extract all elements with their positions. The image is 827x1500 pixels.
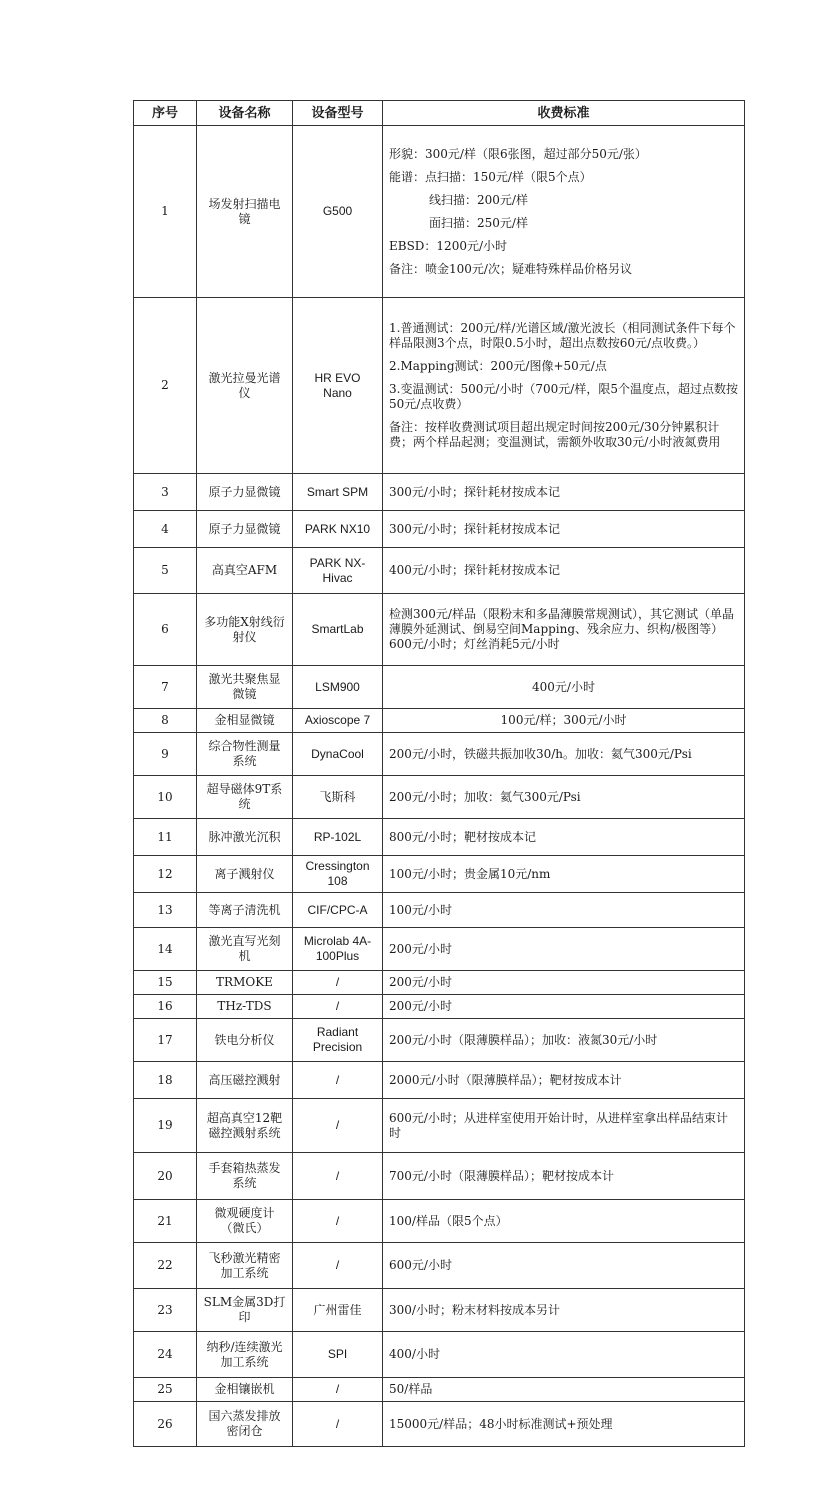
fee-standard (383, 1402, 745, 1447)
row-number: 6 (134, 594, 197, 666)
device-name: 纳秒/连续激光加工系统 (197, 1332, 293, 1378)
row-number: 2 (134, 298, 197, 474)
row-number: 7 (134, 666, 197, 709)
table-row (134, 1378, 745, 1402)
table-row (134, 856, 745, 893)
table-row (134, 709, 745, 733)
table-row (134, 1099, 745, 1153)
row-number: 25 (134, 1378, 197, 1402)
device-name: 高真空AFM (197, 548, 293, 594)
fee-standard (383, 733, 745, 776)
device-name: 激光拉曼光谱仪 (197, 298, 293, 474)
table-row (134, 1019, 745, 1062)
device-name: 等离子清洗机 (197, 893, 293, 928)
row-number: 20 (134, 1153, 197, 1200)
fee-line: 700元/小时（限薄膜样品）；靶材按成本计 (389, 1168, 614, 1183)
device-model: PARK NX10 (293, 511, 383, 548)
fee-line: 备注：按样收费测试项目超出规定时间按200元/30分钟累积计费；两个样品起测；变温测试，需额外收取30元/小时液氮费用 (389, 420, 721, 449)
fee-line: 400/小时 (389, 1347, 440, 1361)
device-model: RP-102L (293, 819, 383, 856)
fee-line: 15000元/样品；48小时标准测试+预处理 (389, 1416, 613, 1431)
row-number: 19 (134, 1099, 197, 1153)
row-number: 26 (134, 1402, 197, 1447)
device-model: PARK NX-Hivac (293, 548, 383, 594)
device-model: LSM900 (293, 666, 383, 709)
table-row (134, 928, 745, 971)
fee-line: 200元/小时 (389, 999, 452, 1013)
row-number: 3 (134, 474, 197, 511)
row-number: 17 (134, 1019, 197, 1062)
fee-standard (383, 1378, 745, 1402)
fee-line: 1.普通测试：200元/样/光谱区域/激光波长（相同测试条件下每个样品限测3个点，时限0.5小时，超出点数按60元/点收费。） (389, 321, 736, 350)
fee-schedule-table (133, 100, 745, 1447)
table-row (134, 474, 745, 511)
table-row (134, 1200, 745, 1243)
fee-line: 300/小时；粉末材料按成本另计 (389, 1302, 560, 1317)
table-row (134, 126, 745, 298)
header-device-name: 设备名称 (197, 101, 293, 126)
fee-line: 600元/小时；从进样室使用开始计时，从进样室拿出样品结束计时 (389, 1110, 728, 1140)
device-model: 飞斯科 (293, 776, 383, 819)
device-name: 原子力显微镜 (197, 474, 293, 511)
row-number: 18 (134, 1062, 197, 1099)
row-number: 14 (134, 928, 197, 971)
row-number: 4 (134, 511, 197, 548)
row-number: 22 (134, 1243, 197, 1289)
table-row (134, 1289, 745, 1332)
fee-standard (383, 126, 745, 298)
fee-standard (383, 1243, 745, 1289)
device-model: / (293, 1153, 383, 1200)
device-name: 飞秒激光精密加工系统 (197, 1243, 293, 1289)
fee-standard (383, 819, 745, 856)
row-number: 5 (134, 548, 197, 594)
fee-standard (383, 1332, 745, 1378)
fee-line: 100元/小时；贵金属10元/nm (389, 866, 551, 881)
device-name: 原子力显微镜 (197, 511, 293, 548)
device-model: / (293, 1062, 383, 1099)
fee-standard (383, 1019, 745, 1062)
device-name: 国六蒸发排放密闭仓 (197, 1402, 293, 1447)
device-model: Axioscope 7 (293, 709, 383, 733)
fee-line: 3.变温测试：500元/小时（700元/样，限5个温度点，超过点数按50元/点收费） (389, 382, 738, 411)
row-number: 15 (134, 971, 197, 995)
fee-standard (383, 856, 745, 893)
device-model: Microlab 4A-100Plus (293, 928, 383, 971)
device-model: DynaCool (293, 733, 383, 776)
fee-standard (383, 474, 745, 511)
fee-line: 200元/小时，铁磁共振加收30/h。加收：氦气300元/Psi (389, 746, 692, 761)
header-row (134, 101, 745, 126)
fee-line: 50/样品 (389, 1382, 433, 1396)
row-number: 8 (134, 709, 197, 733)
device-model: HR EVO Nano (293, 298, 383, 474)
row-number: 11 (134, 819, 197, 856)
device-name: 多功能X射线衍射仪 (197, 594, 293, 666)
fee-line: 300元/小时；探针耗材按成本记 (389, 484, 560, 499)
table-row (134, 776, 745, 819)
device-name: 场发射扫描电镜 (197, 126, 293, 298)
fee-standard (383, 1062, 745, 1099)
device-model: Smart SPM (293, 474, 383, 511)
device-model: / (293, 1378, 383, 1402)
fee-standard (383, 995, 745, 1019)
header-fee-standard: 收费标准 (383, 101, 745, 126)
device-model: CIF/CPC-A (293, 893, 383, 928)
fee-line: 200元/小时 (389, 941, 452, 956)
fee-line: 检测300元/样品（限粉末和多晶薄膜常规测试），其它测试（单晶薄膜外延测试、倒易空间Mapping、残余应力、织构/极图等）600元/小时；灯丝消耗5元/小时 (389, 607, 734, 651)
fee-standard (383, 1289, 745, 1332)
fee-line: 2000元/小时（限薄膜样品）；靶材按成本计 (389, 1072, 622, 1087)
table-row (134, 548, 745, 594)
table-row (134, 594, 745, 666)
table-row (134, 733, 745, 776)
fee-line: 400元/小时 (532, 679, 595, 694)
fee-line: 200元/小时 (389, 975, 452, 989)
table-row (134, 1062, 745, 1099)
device-name: 超高真空12靶磁控溅射系统 (197, 1099, 293, 1153)
fee-line: 线扫描：200元/样 (429, 192, 528, 207)
device-name: 激光共聚焦显微镜 (197, 666, 293, 709)
device-name: 脉冲激光沉积 (197, 819, 293, 856)
device-model: / (293, 1099, 383, 1153)
fee-standard (383, 666, 745, 709)
fee-line: 备注：喷金100元/次；疑难特殊样品价格另议 (389, 261, 632, 276)
fee-standard (383, 548, 745, 594)
row-number: 12 (134, 856, 197, 893)
fee-line: EBSD：1200元/小时 (389, 238, 508, 253)
fee-standard (383, 298, 745, 474)
fee-line: 能谱：点扫描：150元/样（限5个点） (389, 169, 592, 184)
fee-standard (383, 1200, 745, 1243)
fee-standard (383, 1153, 745, 1200)
device-model: SPI (293, 1332, 383, 1378)
fee-line: 600元/小时 (389, 1258, 452, 1272)
row-number: 21 (134, 1200, 197, 1243)
device-model: / (293, 995, 383, 1019)
table-row (134, 819, 745, 856)
device-name: 手套箱热蒸发系统 (197, 1153, 293, 1200)
table-row (134, 1332, 745, 1378)
device-name: TRMOKE (197, 971, 293, 995)
table-row (134, 1153, 745, 1200)
fee-line: 200元/小时；加收：氦气300元/Psi (389, 789, 581, 804)
device-name: THz-TDS (197, 995, 293, 1019)
device-name: 综合物性测量系统 (197, 733, 293, 776)
device-name: 离子溅射仪 (197, 856, 293, 893)
fee-standard (383, 893, 745, 928)
device-model: 广州雷佳 (293, 1289, 383, 1332)
row-number: 16 (134, 995, 197, 1019)
fee-standard (383, 971, 745, 995)
fee-line: 300元/小时；探针耗材按成本记 (389, 521, 560, 536)
fee-line: 面扫描：250元/样 (429, 215, 528, 230)
table-row (134, 1243, 745, 1289)
device-model: / (293, 1402, 383, 1447)
device-name: 金相镶嵌机 (197, 1378, 293, 1402)
row-number: 9 (134, 733, 197, 776)
device-model: G500 (293, 126, 383, 298)
table-row (134, 995, 745, 1019)
fee-line: 400元/小时；探针耗材按成本记 (389, 563, 560, 577)
device-model: Radiant Precision (293, 1019, 383, 1062)
fee-line: 100/样品（限5个点） (389, 1213, 508, 1228)
header-no: 序号 (134, 101, 197, 126)
row-number: 24 (134, 1332, 197, 1378)
device-model: SmartLab (293, 594, 383, 666)
device-model: / (293, 1243, 383, 1289)
table-row (134, 971, 745, 995)
device-name: 超导磁体9T系统 (197, 776, 293, 819)
device-model: / (293, 1200, 383, 1243)
fee-line: 100元/样；300元/小时 (500, 713, 627, 727)
table-row (134, 298, 745, 474)
fee-standard (383, 511, 745, 548)
device-name: 金相显微镜 (197, 709, 293, 733)
row-number: 1 (134, 126, 197, 298)
device-name: SLM金属3D打印 (197, 1289, 293, 1332)
device-name: 激光直写光刻机 (197, 928, 293, 971)
row-number: 23 (134, 1289, 197, 1332)
table-row (134, 893, 745, 928)
fee-line: 形貌：300元/样（限6张图，超过部分50元/张） (389, 146, 647, 161)
device-model: Cressington 108 (293, 856, 383, 893)
fee-standard (383, 1099, 745, 1153)
fee-line: 200元/小时（限薄膜样品）；加收：液氮30元/小时 (389, 1032, 658, 1047)
fee-standard (383, 594, 745, 666)
device-name: 铁电分析仪 (197, 1019, 293, 1062)
row-number: 13 (134, 893, 197, 928)
header-device-model: 设备型号 (293, 101, 383, 126)
row-number: 10 (134, 776, 197, 819)
table-row (134, 666, 745, 709)
fee-standard (383, 709, 745, 733)
fee-standard (383, 928, 745, 971)
fee-line: 2.Mapping测试：200元/图像+50元/点 (389, 359, 607, 373)
device-model: / (293, 971, 383, 995)
fee-line: 100元/小时 (389, 902, 452, 917)
device-name: 微观硬度计（微氏） (197, 1200, 293, 1243)
fee-standard (383, 776, 745, 819)
table-row (134, 1402, 745, 1447)
fee-line: 800元/小时；靶材按成本记 (389, 829, 536, 844)
table-row (134, 511, 745, 548)
device-name: 高压磁控溅射 (197, 1062, 293, 1099)
